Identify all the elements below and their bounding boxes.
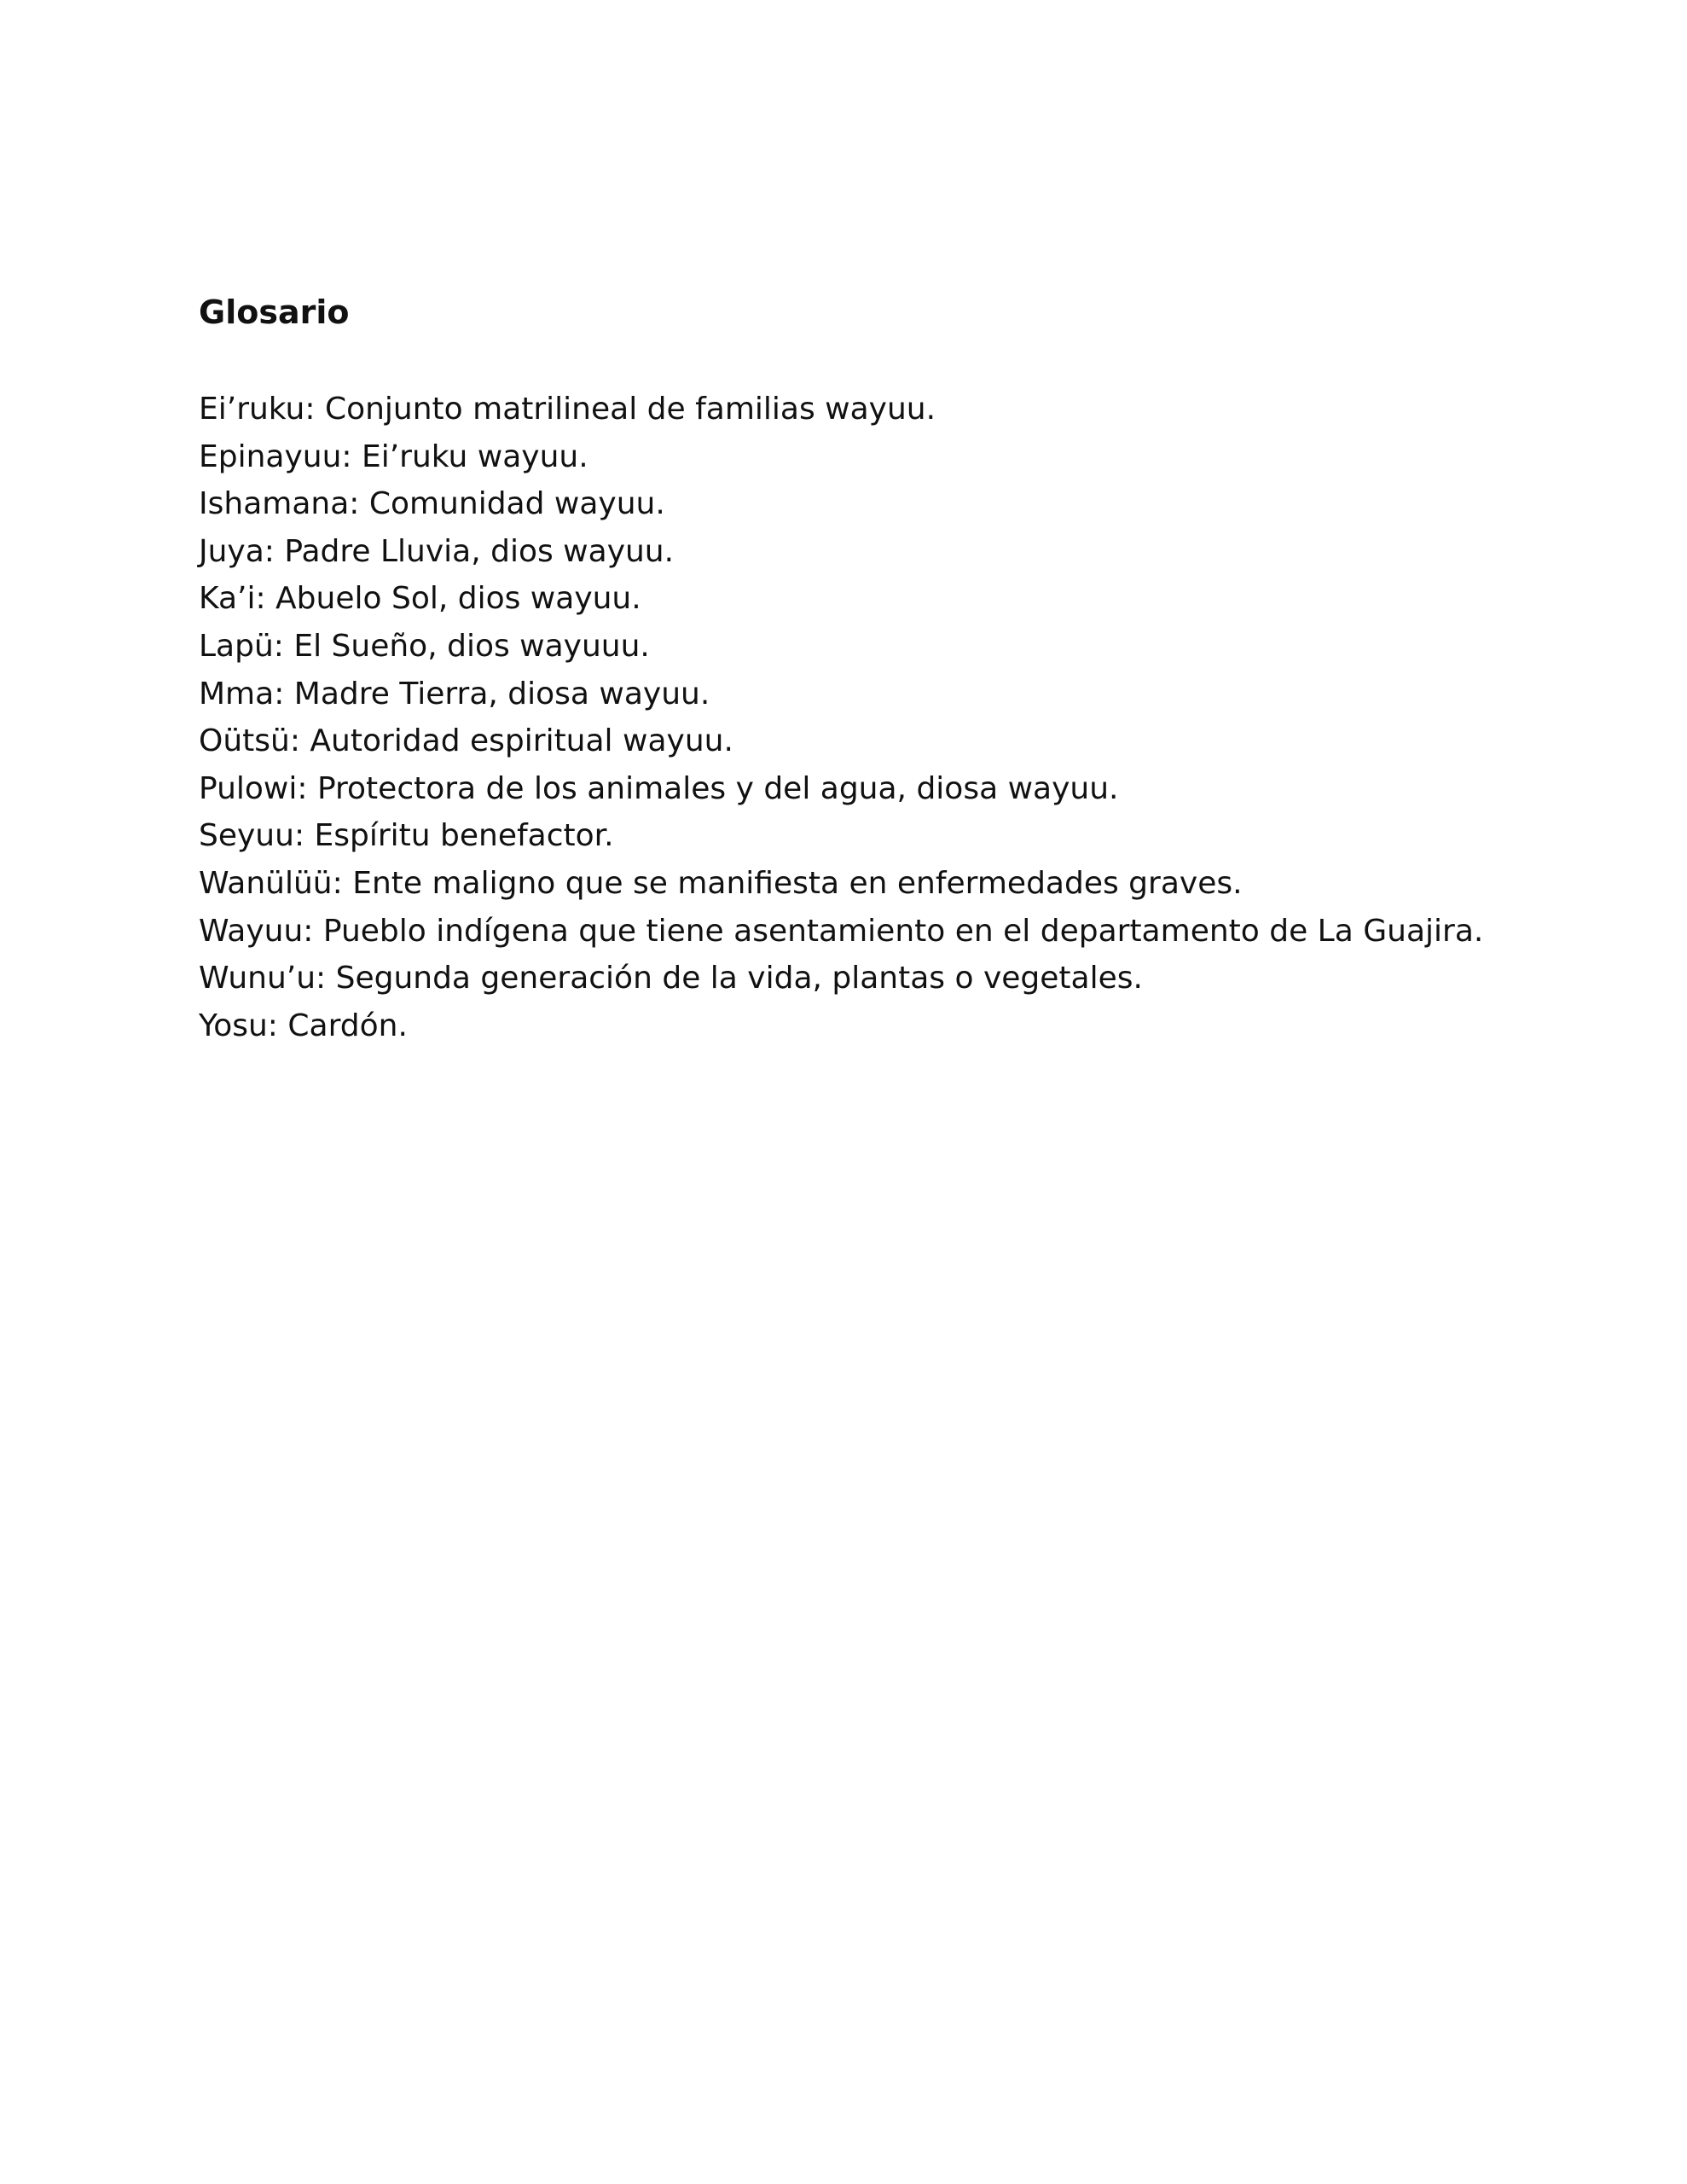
glossary-entry: Ishamana: Comunidad wayuu. bbox=[199, 486, 665, 522]
glossary-title: Glosario bbox=[199, 293, 350, 331]
glossary-entry: Wunu’u: Segunda generación de la vida, plantas o vegetales. bbox=[199, 961, 1143, 996]
glossary-entry: Wayuu: Pueblo indígena que tiene asentamiento en el departamento de La Guajira. bbox=[199, 913, 1484, 949]
glossary-entry: Ka’i: Abuelo Sol, dios wayuu. bbox=[199, 581, 641, 617]
glossary-entry: Juya: Padre Lluvia, dios wayuu. bbox=[199, 533, 675, 569]
glossary-entry: Pulowi: Protectora de los animales y del agua, diosa wayuu. bbox=[199, 770, 1119, 806]
glossary-entry: Lapü: El Sueño, dios wayuuu. bbox=[199, 628, 650, 664]
glossary-entry: Yosu: Cardón. bbox=[199, 1008, 408, 1043]
glossary-entry: Oütsü: Autoridad espiritual wayuu. bbox=[199, 723, 733, 759]
glossary-entry: Wanülüü: Ente maligno que se manifiesta en enfermedades graves. bbox=[199, 865, 1243, 901]
glossary-entry: Mma: Madre Tierra, diosa wayuu. bbox=[199, 676, 710, 712]
glossary-entry: Seyuu: Espíritu benefactor. bbox=[199, 818, 614, 854]
glossary-entry: Epinayuu: Ei’ruku wayuu. bbox=[199, 439, 588, 474]
glossary-entry: Ei’ruku: Conjunto matrilineal de familias wayuu. bbox=[199, 392, 936, 427]
glossary-list bbox=[199, 386, 1483, 1049]
